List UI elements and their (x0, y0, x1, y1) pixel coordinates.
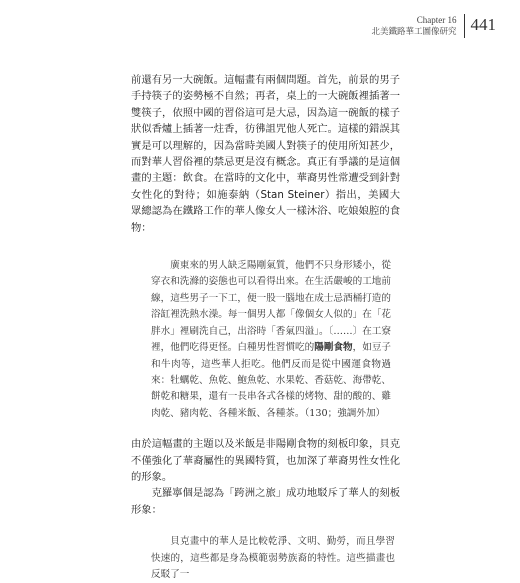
quote-1-emphasis: 陽剛食物 (314, 342, 353, 354)
page-body (131, 72, 400, 583)
block-quote-1 (131, 258, 391, 422)
paragraph-1: 前還有另一大碗飯。這幅畫有兩個問題。首先，前景的男子手持筷子的姿勢極不自然；再者，桌上的一大碗飯裡插著一雙筷子，依照中國的習俗這可是大忌，因為這一碗飯的樣子狀似香爐上插著一炷香，彷彿詛咒他人死亡。這樣的錯誤其實是可以理解的，因為當時美國人對筷子的使用所知甚少，而對華人習俗裡的禁忌更是沒有概念。真正有爭議的是這個畫的主題：飲食。在當時的文化中，華裔男性常遭受到針對女性化的對待；如施泰納（Stan Steiner）指出，美國大眾總認為在鐵路工作的華人像女人一樣沐浴、吃娘娘腔的食物： (131, 74, 400, 234)
header-text-block (371, 14, 464, 38)
chapter-label: Chapter 16 (416, 15, 457, 25)
block-quote-2: 貝克畫中的華人是比較乾淨、文明、勤勞，而且學習快速的，這些都是身為模範弱勢族裔的特性。這些描畫也反駁了一 (151, 536, 395, 580)
chapter-title: 北美鐵路華工圖像研究 (371, 27, 457, 37)
paragraph-2: 由於這幅畫的主題以及米飯是非陽剛食物的刻板印象，貝克不僅強化了華裔屬性的異國特質，也加深了華裔男性女性化的形象。 (131, 438, 400, 483)
quote-1-text-before: 廣東來的男人缺乏陽剛氣質，他們不只身形矮小，從穿衣和洗滌的姿態也可以看得出來。在生活嚴峻的工地前線，這些男子一下工，便一股一腦地在成士忌酒桶打造的浴缸裡洗熱水澡。每一個男人都「像個女人似的」在「花胖水」裡刷洗自己，出浴時「香氣四溢」。〔……〕在工寮裡，他們吃得更怪。白種男性習慣吃的 (151, 260, 391, 354)
quote-1-text-after: ，如豆子和牛肉等，這些華人拒吃。他們反而是從中國運食物過來：牡蠣乾、魚乾、鮑魚乾、水果乾、香菇乾、海帶乾、餅乾和糖果，還有一長串各式各樣的烤物、甜的酸的、雞肉乾、豬肉乾、各種米飯、各種茶。（130；強調外加） (151, 342, 392, 419)
running-header (371, 14, 496, 38)
paragraph-3: 克羅寧個是認為「跨洲之旅」成功地駁斥了華人的刻板形象： (131, 487, 400, 516)
page-number: 441 (470, 15, 496, 34)
